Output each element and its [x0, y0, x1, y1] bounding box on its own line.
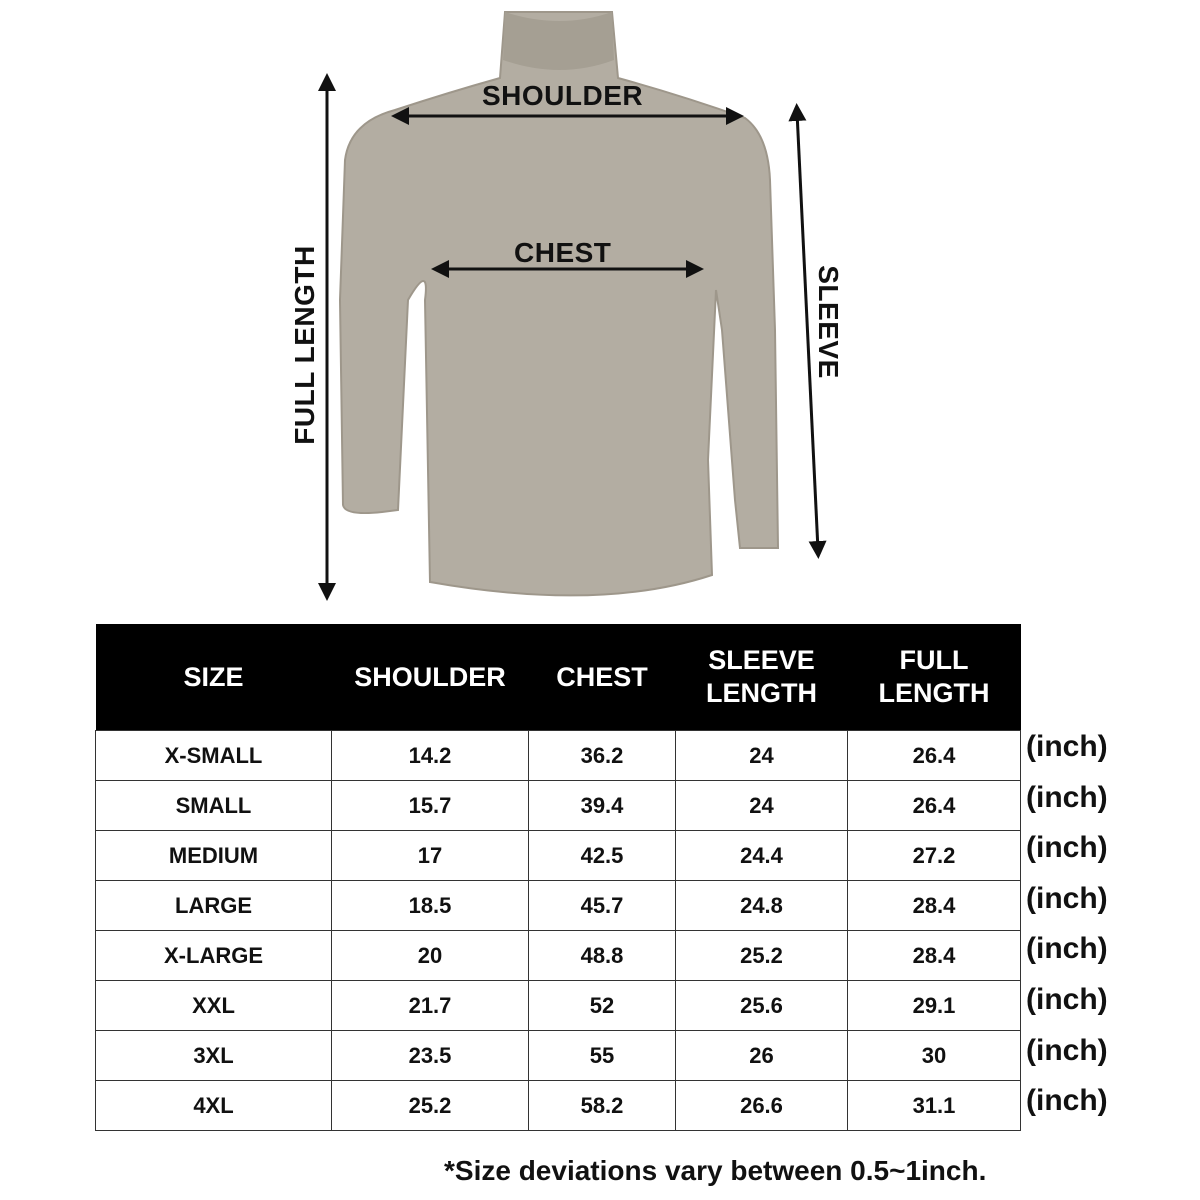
- cell-full: 26.4: [848, 781, 1021, 831]
- cell-chest: 58.2: [529, 1081, 676, 1131]
- cell-chest: 36.2: [529, 731, 676, 781]
- unit-label: (inch): [1026, 1033, 1108, 1067]
- table-row: [96, 881, 1021, 931]
- cell-sleeve: 26: [676, 1031, 848, 1081]
- table-row: [96, 781, 1021, 831]
- sleeve-label: SLEEVE: [813, 265, 844, 379]
- cell-size: SMALL: [96, 781, 332, 831]
- table-row: [96, 931, 1021, 981]
- cell-size: X-SMALL: [96, 731, 332, 781]
- table-row: [96, 731, 1021, 781]
- chest-label: CHEST: [514, 237, 612, 268]
- cell-shoulder: 15.7: [332, 781, 529, 831]
- unit-label: (inch): [1026, 831, 1108, 865]
- cell-size: 3XL: [96, 1031, 332, 1081]
- cell-shoulder: 23.5: [332, 1031, 529, 1081]
- header-full-length: FULL LENGTH: [848, 624, 1021, 731]
- table-row: [96, 1081, 1021, 1131]
- cell-full: 28.4: [848, 931, 1021, 981]
- cell-full: 30: [848, 1031, 1021, 1081]
- header-sleeve-length: SLEEVE LENGTH: [676, 624, 848, 731]
- cell-size: X-LARGE: [96, 931, 332, 981]
- cell-chest: 39.4: [529, 781, 676, 831]
- cell-sleeve: 24: [676, 731, 848, 781]
- cell-chest: 52: [529, 981, 676, 1031]
- unit-label: (inch): [1026, 1084, 1108, 1118]
- cell-chest: 45.7: [529, 881, 676, 931]
- table-row: [96, 831, 1021, 881]
- unit-label: (inch): [1026, 881, 1108, 915]
- cell-sleeve: 24.8: [676, 881, 848, 931]
- cell-sleeve: 25.2: [676, 931, 848, 981]
- cell-chest: 42.5: [529, 831, 676, 881]
- cell-size: MEDIUM: [96, 831, 332, 881]
- cell-shoulder: 14.2: [332, 731, 529, 781]
- cell-full: 26.4: [848, 731, 1021, 781]
- cell-sleeve: 25.6: [676, 981, 848, 1031]
- cell-chest: 48.8: [529, 931, 676, 981]
- unit-label: (inch): [1026, 932, 1108, 966]
- cell-size: XXL: [96, 981, 332, 1031]
- unit-label: (inch): [1026, 730, 1108, 763]
- cell-shoulder: 20: [332, 931, 529, 981]
- table-header-row: [96, 624, 1021, 731]
- cell-full: 29.1: [848, 981, 1021, 1031]
- full-length-label: FULL LENGTH: [289, 245, 320, 445]
- unit-label: (inch): [1026, 780, 1108, 814]
- header-chest: CHEST: [529, 624, 676, 731]
- cell-sleeve: 24.4: [676, 831, 848, 881]
- footnote: *Size deviations vary between 0.5~1inch.: [444, 1155, 987, 1186]
- unit-label: (inch): [1026, 983, 1108, 1016]
- cell-full: 31.1: [848, 1081, 1021, 1131]
- shoulder-label: SHOULDER: [482, 80, 644, 111]
- cell-shoulder: 17: [332, 831, 529, 881]
- header-size: SIZE: [96, 624, 332, 731]
- cell-size: LARGE: [96, 881, 332, 931]
- cell-chest: 55: [529, 1031, 676, 1081]
- size-chart-table: [95, 624, 1021, 1131]
- cell-shoulder: 25.2: [332, 1081, 529, 1131]
- cell-sleeve: 24: [676, 781, 848, 831]
- cell-shoulder: 21.7: [332, 981, 529, 1031]
- cell-size: 4XL: [96, 1081, 332, 1131]
- cell-full: 28.4: [848, 881, 1021, 931]
- cell-shoulder: 18.5: [332, 881, 529, 931]
- table-row: [96, 1031, 1021, 1081]
- header-shoulder: SHOULDER: [332, 624, 529, 731]
- table-row: [96, 981, 1021, 1031]
- cell-full: 27.2: [848, 831, 1021, 881]
- cell-sleeve: 26.6: [676, 1081, 848, 1131]
